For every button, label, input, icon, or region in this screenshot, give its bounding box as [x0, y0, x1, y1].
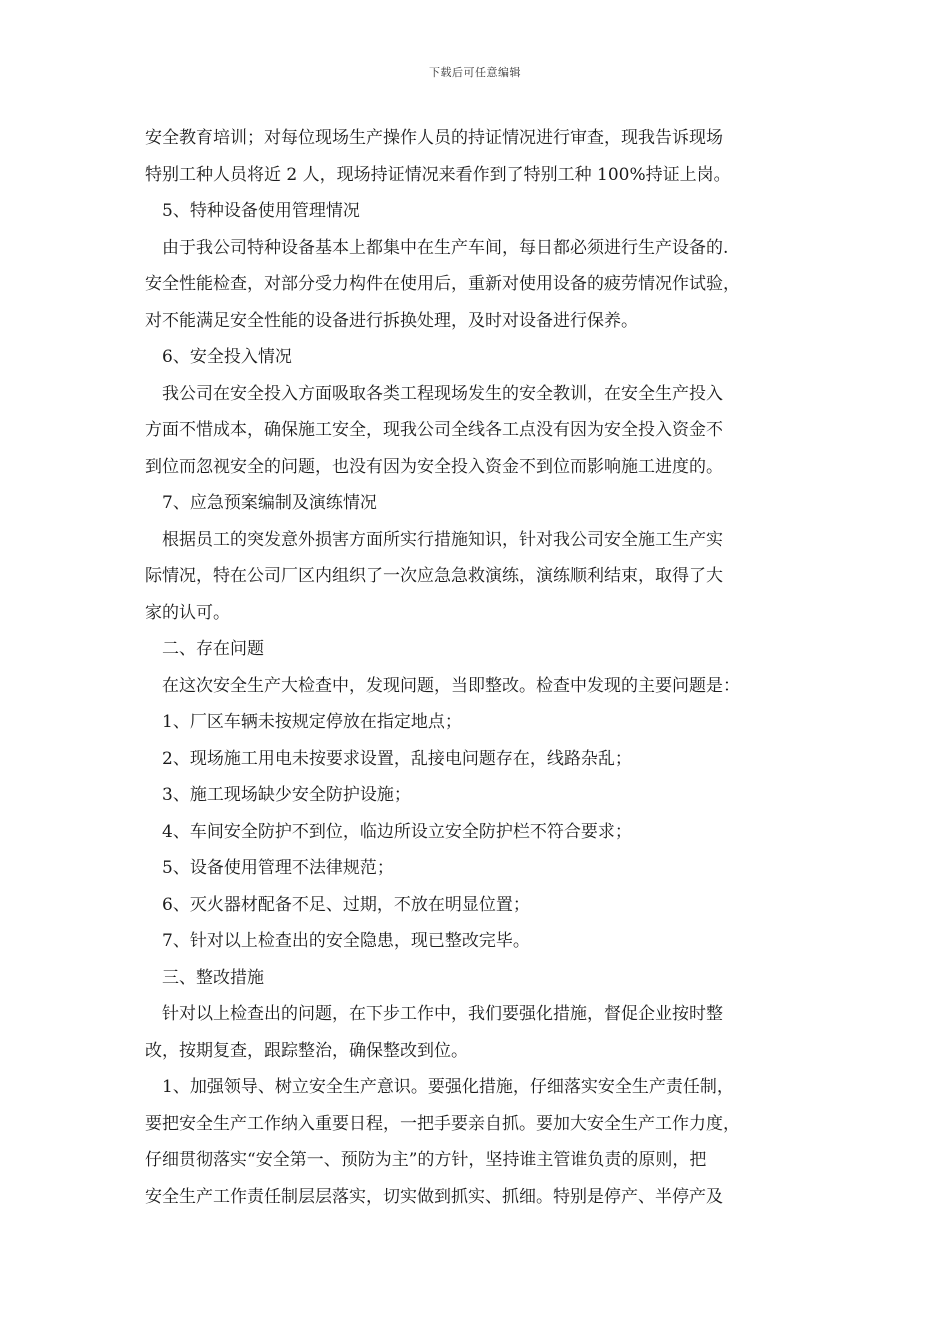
paragraph-line: 6、灭火器材配备不足、过期，不放在明显位置； — [162, 894, 530, 915]
paragraph-line: 仔细贯彻落实“安全第一、预防为主”的方针，坚持谁主管谁负责的原则，把 — [145, 1150, 707, 1170]
paragraph-line: 家的认可。 — [145, 602, 230, 623]
paragraph-line: 三、整改措施 — [162, 967, 264, 988]
paragraph-line: 特别工种人员将近 2 人，现场持证情况来看作到了特别工种 100%持证上岗。 — [145, 164, 731, 185]
paragraph-line: 安全性能检查，对部分受力构件在使用后，重新对使用设备的疲劳情况作试验， — [145, 274, 740, 294]
paragraph-line: 改，按期复查，跟踪整治，确保整改到位。 — [145, 1040, 468, 1061]
paragraph-line: 根据员工的突发意外损害方面所实行措施知识，针对我公司安全施工生产实 — [162, 529, 723, 550]
paragraph-line: 7、应急预案编制及演练情况 — [162, 493, 377, 513]
paragraph-line: 我公司在安全投入方面吸取各类工程现场发生的安全教训，在安全生产投入 — [162, 383, 723, 404]
paragraph-line: 7、针对以上检查出的安全隐患，现已整改完毕。 — [162, 931, 530, 951]
paragraph-line: 5、设备使用管理不法律规范； — [162, 858, 394, 878]
paragraph-line: 安全教育培训；对每位现场生产操作人员的持证情况进行审查，现我告诉现场 — [145, 128, 723, 148]
paragraph-line: 1、加强领导、树立安全生产意识。要强化措施，仔细落实安全生产责任制， — [162, 1077, 734, 1097]
page-header: 下载后可任意编辑 — [429, 66, 521, 79]
paragraph-line: 安全生产工作责任制层层落实，切实做到抓实、抓细。特别是停产、半停产及 — [145, 1186, 723, 1207]
paragraph-line: 对不能满足安全性能的设备进行拆换处理，及时对设备进行保养。 — [145, 310, 638, 331]
paragraph-line: 5、特种设备使用管理情况 — [162, 201, 360, 221]
paragraph-line: 6、安全投入情况 — [162, 347, 292, 367]
paragraph-line: 到位而忽视安全的问题，也没有因为安全投入资金不到位而影响施工进度的。 — [145, 456, 723, 477]
paragraph-line: 要把安全生产工作纳入重要日程，一把手要亲自抓。要加大安全生产工作力度， — [145, 1113, 740, 1134]
paragraph-line: 由于我公司特种设备基本上都集中在生产车间，每日都必须进行生产设备的. — [162, 237, 729, 258]
paragraph-line: 针对以上检查出的问题，在下步工作中，我们要强化措施，督促企业按时整 — [162, 1004, 723, 1024]
document-body — [145, 120, 815, 1215]
paragraph-line: 方面不惜成本，确保施工安全，现我公司全线各工点没有因为安全投入资金不 — [145, 420, 723, 440]
paragraph-line: 4、车间安全防护不到位，临边所设立安全防护栏不符合要求； — [162, 821, 632, 842]
paragraph-line: 3、施工现场缺少安全防护设施； — [162, 785, 411, 805]
paragraph-line: 2、现场施工用电未按要求设置，乱接电问题存在，线路杂乱； — [162, 748, 632, 769]
paragraph-line: 在这次安全生产大检查中，发现问题，当即整改。检查中发现的主要问题是： — [162, 675, 740, 696]
paragraph-line: 际情况，特在公司厂区内组织了一次应急急救演练，演练顺利结束，取得了大 — [145, 566, 723, 586]
paragraph-line: 二、存在问题 — [162, 639, 264, 659]
paragraph-line: 1、厂区车辆未按规定停放在指定地点； — [162, 712, 462, 732]
